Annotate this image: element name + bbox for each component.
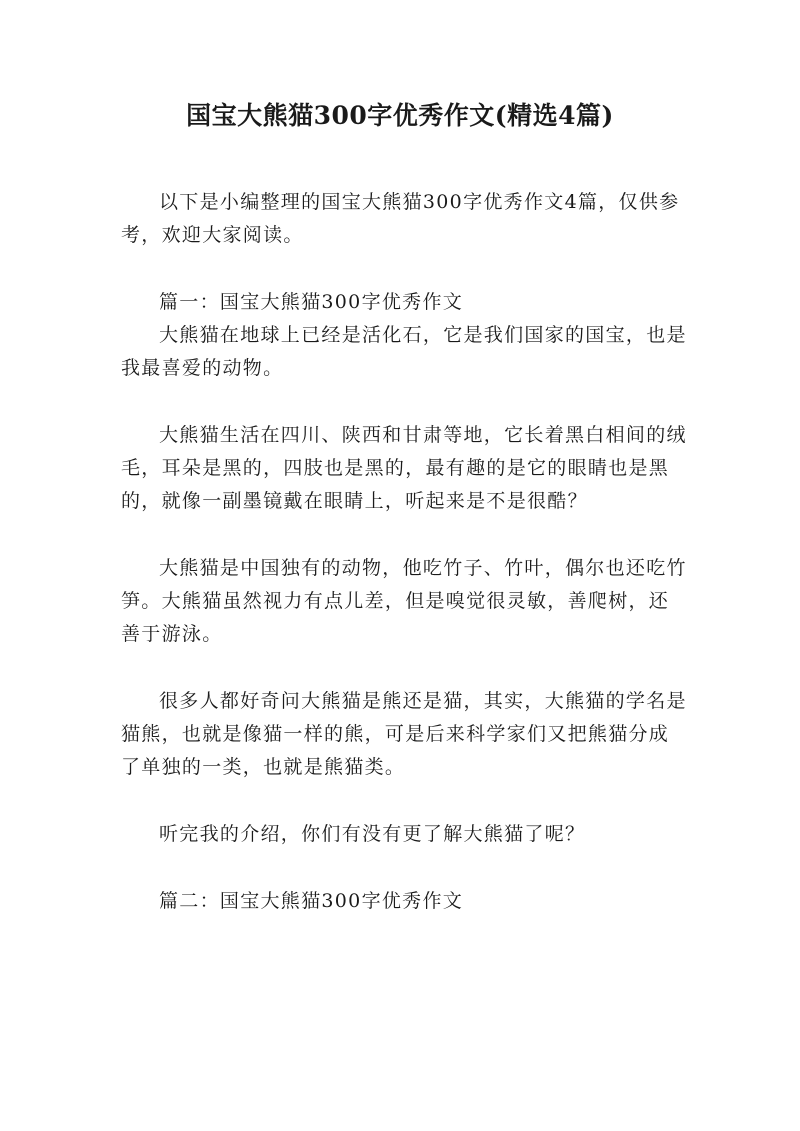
document-title: 国宝大熊猫300字优秀作文(精选4篇) [186,101,614,130]
section-heading-1: 篇一：国宝大熊猫300字优秀作文 [159,291,464,313]
essay-paragraph-5: 听完我的介绍，你们有没有更了解大熊猫了呢？ [159,823,586,845]
essay-paragraph-4: 很多人都好奇问大熊猫是熊还是猫，其实，大熊猫的学名是猫熊，也就是像猫一样的熊，可是后来科学家们又把熊猫分成了单独的一类，也就是熊猫类。 [121,690,687,778]
essay-paragraph-2: 大熊猫生活在四川、陕西和甘肃等地，它长着黑白相间的绒毛，耳朵是黑的，四肢也是黑的，最有趣的是它的眼睛也是黑的，就像一副墨镜戴在眼睛上，听起来是不是很酷？ [121,424,687,512]
section-heading-2: 篇二：国宝大熊猫300字优秀作文 [159,890,464,912]
essay-paragraph-1: 大熊猫在地球上已经是活化石，它是我们国家的国宝，也是我最喜爱的动物。 [121,324,687,379]
intro-paragraph: 以下是小编整理的国宝大熊猫300字优秀作文4篇，仅供参考，欢迎大家阅读。 [121,191,680,246]
essay-paragraph-3: 大熊猫是中国独有的动物，他吃竹子、竹叶，偶尔也还吃竹笋。大熊猫虽然视力有点儿差，但是嗅觉很灵敏，善爬树，还善于游泳。 [121,557,687,645]
document-body [121,186,689,918]
